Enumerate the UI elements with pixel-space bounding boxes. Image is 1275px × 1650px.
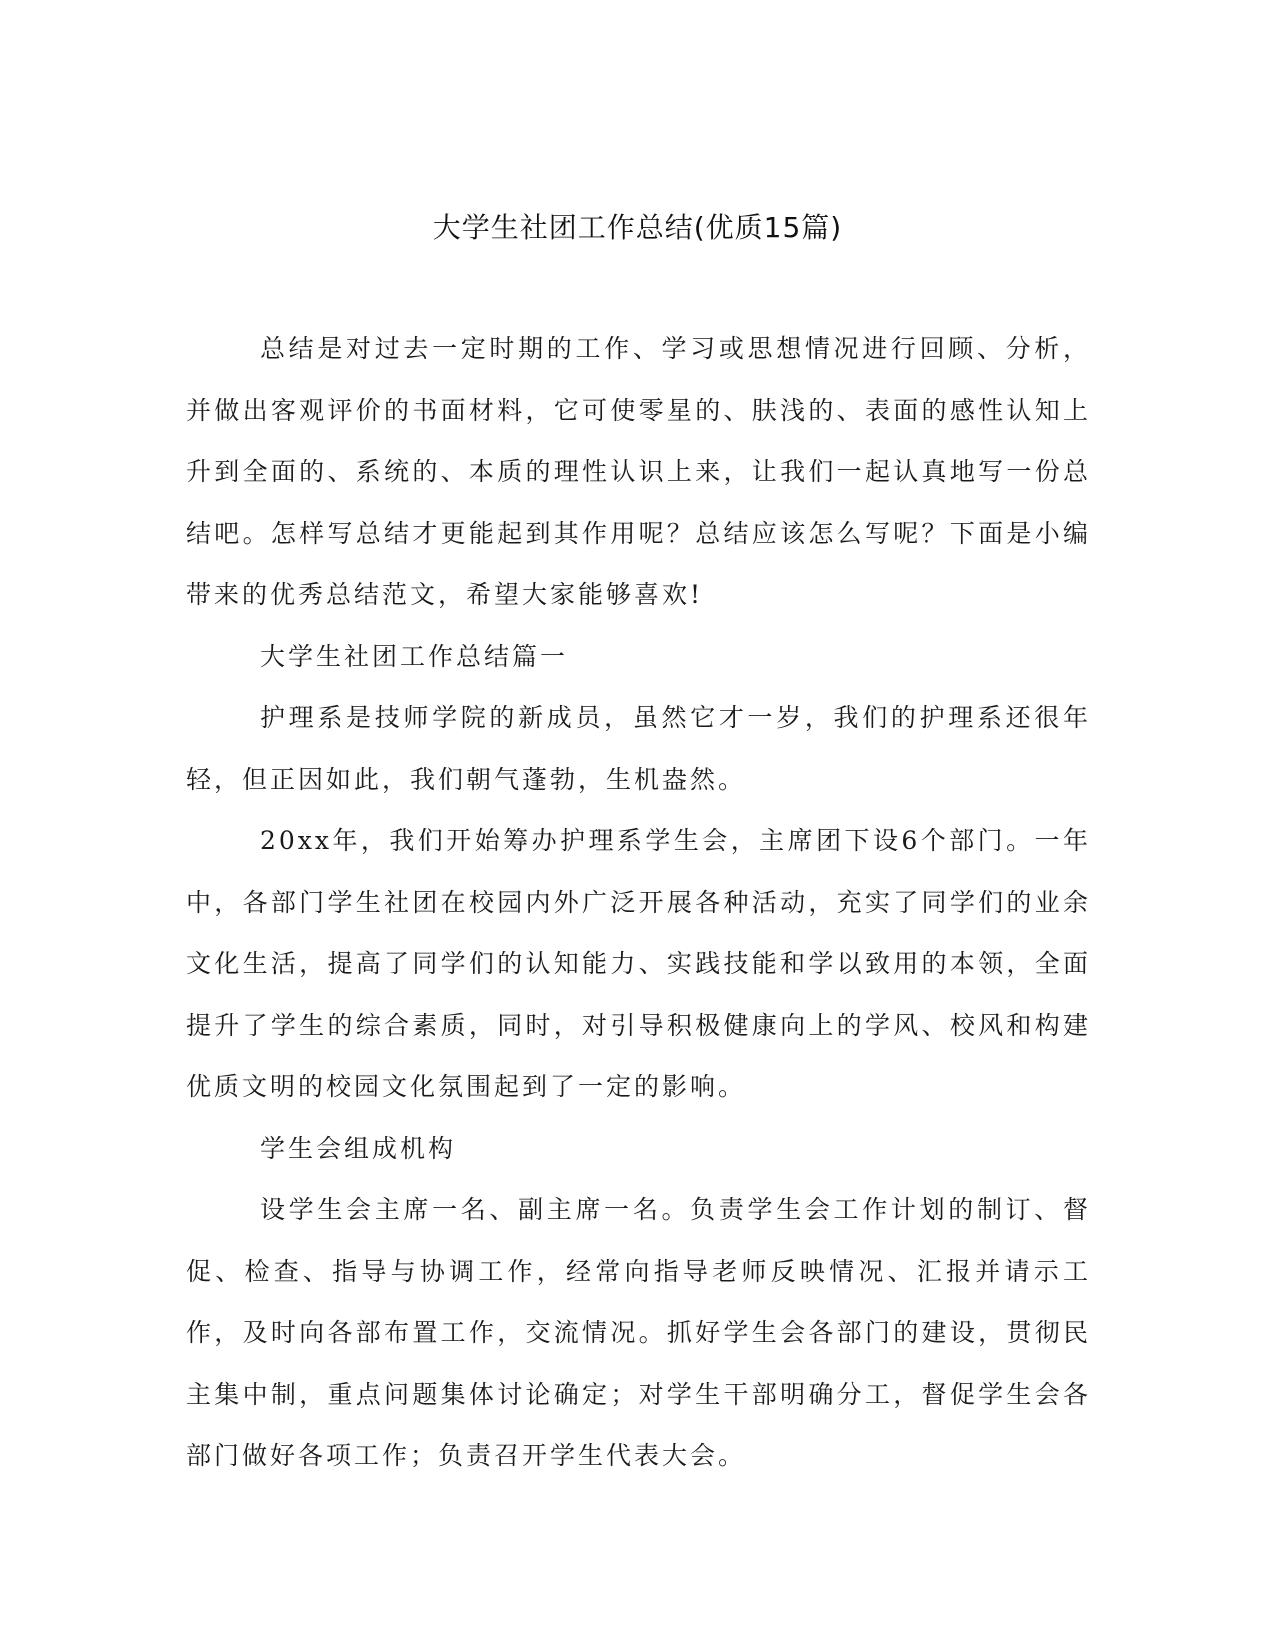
subsection-heading: 学生会组成机构 xyxy=(260,1133,457,1163)
section-heading: 大学生社团工作总结篇一 xyxy=(260,641,569,671)
page-title: 大学生社团工作总结(优质15篇) xyxy=(432,211,843,244)
body-paragraph: 设学生会主席一名、副主席一名。负责学生会工作计划的制订、督促、检查、指导与协调工作，经常向指导老师反映情况、汇报并请示工作，及时向各部布置工作，交流情况。抓好学生会各部门的建设，贯彻民主集中制，重点问题集体讨论确定；对学生干部明确分工，督促学生会各部门做好各项工作；负责召开学生代表大会。 xyxy=(186,1195,1091,1470)
document-body xyxy=(186,318,1091,1487)
body-paragraph: 20xx年，我们开始筹办护理系学生会，主席团下设6个部门。一年中，各部门学生社团在校园内外广泛开展各种活动，充实了同学们的业余文化生活，提高了同学们的认知能力、实践技能和学以致用的本领，全面提升了学生的综合素质，同时，对引导积极健康向上的学风、校风和构建优质文明的校园文化氛围起到了一定的影响。 xyxy=(186,826,1091,1101)
body-paragraph: 护理系是技师学院的新成员，虽然它才一岁，我们的护理系还很年轻，但正因如此，我们朝气蓬勃，生机盎然。 xyxy=(186,703,1091,794)
intro-paragraph: 总结是对过去一定时期的工作、学习或思想情况进行回顾、分析，并做出客观评价的书面材料，它可使零星的、肤浅的、表面的感性认知上升到全面的、系统的、本质的理性认识上来，让我们一起认真地写一份总结吧。怎样写总结才更能起到其作用呢？总结应该怎么写呢？下面是小编带来的优秀总结范文，希望大家能够喜欢! xyxy=(186,334,1091,609)
